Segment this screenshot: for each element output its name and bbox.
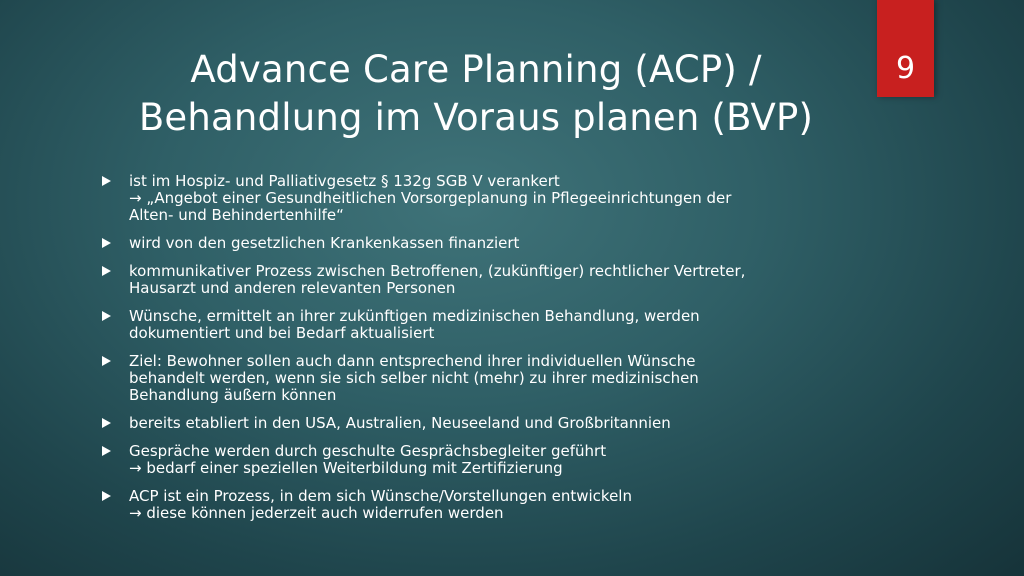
bullet-item-acp-prozess	[102, 488, 842, 522]
bullet-text-line: wird von den gesetzlichen Krankenkassen finanziert	[129, 234, 520, 252]
slide-title	[86, 46, 866, 142]
bullet-text-line: Hausarzt und anderen relevanten Personen	[129, 279, 456, 297]
bullet-text-line: → „Angebot einer Gesundheitlichen Vorsorgeplanung in Pflegeeinrichtungen der	[129, 189, 732, 207]
triangle-right-icon	[102, 491, 111, 501]
bullet-text-line: behandelt werden, wenn sie sich selber nicht (mehr) zu ihrer medizinischen	[129, 369, 699, 387]
bullet-text-line: Alten- und Behindertenhilfe“	[129, 206, 344, 224]
page-number: 9	[895, 51, 916, 86]
bullet-list	[102, 173, 842, 533]
triangle-right-icon	[102, 356, 111, 366]
bullet-text-line: → bedarf einer speziellen Weiterbildung mit Zertifizierung	[129, 459, 563, 477]
slide-title-line-1: Advance Care Planning (ACP) /	[190, 48, 762, 91]
triangle-right-icon	[102, 266, 111, 276]
triangle-right-icon	[102, 176, 111, 186]
bullet-text-line: kommunikativer Prozess zwischen Betroffenen, (zukünftiger) rechtlicher Vertreter,	[129, 262, 746, 280]
bullet-text-line: Behandlung äußern können	[129, 386, 337, 404]
triangle-right-icon	[102, 418, 111, 428]
bullet-text-line: Gespräche werden durch geschulte Gesprächsbegleiter geführt	[129, 442, 607, 460]
bullet-text-line: Ziel: Bewohner sollen auch dann entsprechend ihrer individuellen Wünsche	[129, 352, 696, 370]
triangle-right-icon	[102, 238, 111, 248]
bullet-item-wuensche	[102, 308, 842, 342]
bullet-text-line: bereits etabliert in den USA, Australien, Neuseeland und Großbritannien	[129, 414, 671, 432]
bullet-text-line: Wünsche, ermittelt an ihrer zukünftigen medizinischen Behandlung, werden	[129, 307, 700, 325]
bullet-item-ziel	[102, 353, 842, 404]
bullet-item-kommunikativer-prozess	[102, 263, 842, 297]
bullet-text-line: → diese können jederzeit auch widerrufen werden	[129, 504, 504, 522]
bullet-item-hospiz-gesetz	[102, 173, 842, 224]
bullet-text-line: dokumentiert und bei Bedarf aktualisiert	[129, 324, 435, 342]
bullet-text-line: ist im Hospiz- und Palliativgesetz § 132g SGB V verankert	[129, 172, 560, 190]
triangle-right-icon	[102, 446, 111, 456]
bullet-item-etabliert	[102, 415, 842, 432]
bullet-item-gespraeche	[102, 443, 842, 477]
bullet-item-finanzierung	[102, 235, 842, 252]
bullet-text-line: ACP ist ein Prozess, in dem sich Wünsche/Vorstellungen entwickeln	[129, 487, 632, 505]
triangle-right-icon	[102, 311, 111, 321]
page-number-badge	[877, 0, 934, 97]
slide-title-line-2: Behandlung im Voraus planen (BVP)	[138, 96, 814, 139]
